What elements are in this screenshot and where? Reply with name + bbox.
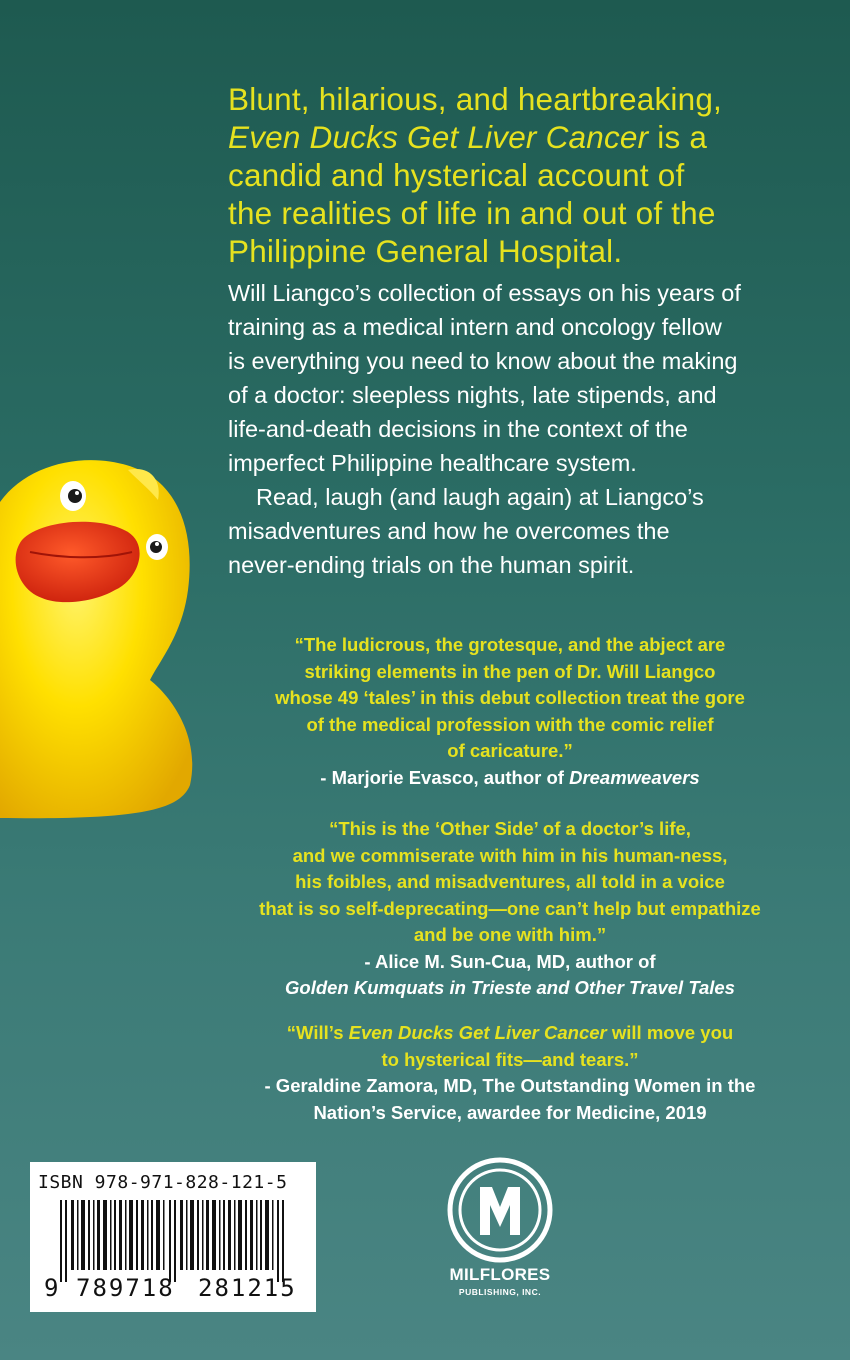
description-line: misadventures and how he overcomes the [228,518,670,544]
quote-attribution: - Marjorie Evasco, author of Dreamweavers [320,766,700,788]
description-line: is everything you need to know about the making [228,348,738,374]
description-line: Will Liangco’s collection of essays on his years of [228,280,741,306]
duck-body [0,460,192,818]
description-line: imperfect Philippine healthcare system. [228,450,637,476]
barcode-bars [60,1200,310,1282]
publisher-subtitle: PUBLISHING, INC. [458,1287,542,1297]
quote-attribution: - Alice M. Sun-Cua, MD, author of [364,950,656,972]
blurb-line: candid and hysterical account of [228,157,685,193]
publisher-emblem-icon [440,1155,560,1265]
blurb-line: Even Ducks Get Liver Cancer is a [228,119,708,155]
quote-attribution: Nation’s Service, awardee for Medicine, 2019 [313,1101,707,1123]
review-quote-1: “The ludicrous, the grotesque, and the abject are striking elements in the pen of Dr. Will Liangco whose 49 ‘tales’ in this debut collection treat the gore of the medical profession with the comic relief of caricature.” - Marjorie Evasco, author of Dreamweavers [170,632,850,791]
blurb-headline [228,80,828,270]
publisher-name: MILFLORES [449,1265,551,1284]
description-line: never-ending trials on the human spirit. [228,552,635,578]
quote-attribution: - Geraldine Zamora, MD, The Outstanding Women in the [264,1075,756,1096]
review-quote-3: “Will’s Even Ducks Get Liver Cancer will move you to hysterical fits—and tears.” - Geraldine Zamora, MD, The Outstanding Women in the Nation’s Service, awardee for Medicine, 2019 [170,1020,850,1126]
review-quote-2: “This is the ‘Other Side’ of a doctor’s life, and we commiserate with him in his human-ness, his foibles, and misadventures, all told in a voice that is so self-deprecating—one can’t help but empathize and be one with him.” - Alice M. Sun-Cua, MD, author of Golden Kumquats in Trieste and Other Travel Tales [170,816,850,1002]
blurb-line: Blunt, hilarious, and heartbreaking, [228,81,723,117]
description-line: of a doctor: sleepless nights, late stipends, and [228,382,717,408]
isbn-label: ISBN 978-971-828-121-5 [38,1172,288,1193]
book-title: Even Ducks Get Liver Cancer [228,119,649,155]
quote-attribution-book: Golden Kumquats in Trieste and Other Travel Tales [285,977,735,998]
blurb-line: Philippine General Hospital. [228,233,623,269]
publisher-logo [440,1155,560,1315]
blurb-line: the realities of life in and out of the [228,195,716,231]
description-line: training as a medical intern and oncology fellow [228,314,722,340]
isbn-barcode: ISBN 978-971-828-121-5 9 789718 281215 [30,1162,316,1312]
book-description [228,276,828,582]
description-line: Read, laugh (and laugh again) at Liangco’s [256,484,704,510]
description-line: life-and-death decisions in the context of the [228,416,688,442]
